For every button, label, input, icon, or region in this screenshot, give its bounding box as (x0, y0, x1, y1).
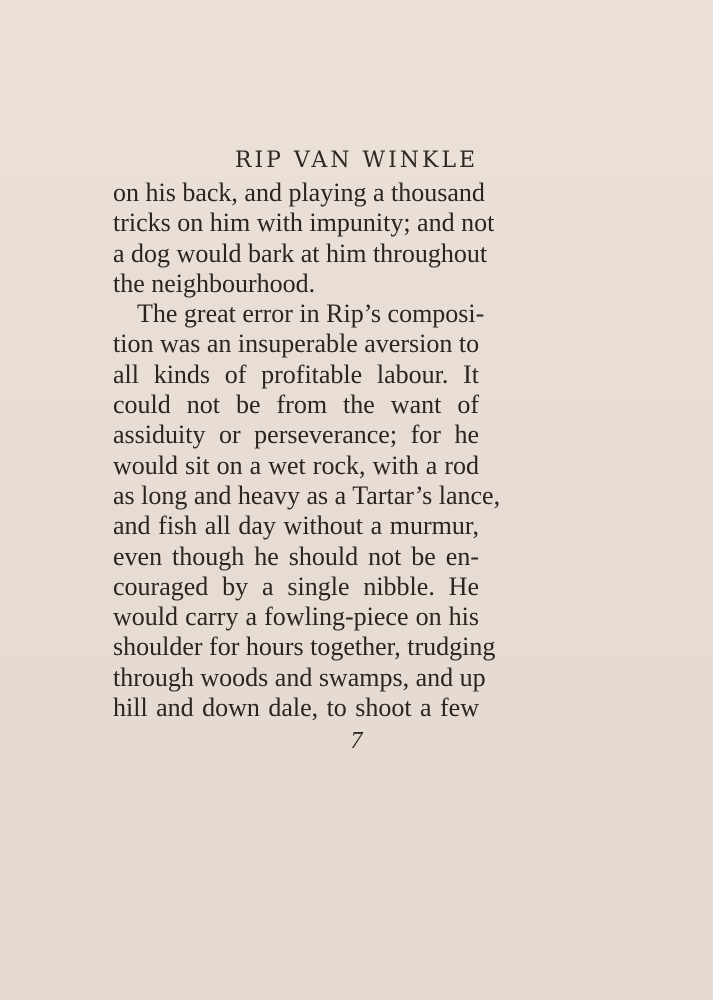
text-line: would carry a fowling-piece on his (113, 602, 479, 632)
text-line: as long and heavy as a Tartar’s lance, (113, 480, 501, 510)
page-number: 7 (350, 728, 363, 754)
text-line: the neighbourhood. (113, 268, 316, 298)
text-line: even though he should not be en- (113, 541, 479, 571)
text-line: could not be from the want of (113, 390, 479, 420)
text-line: couraged by a single nibble. He (113, 571, 479, 601)
text-line: through woods and swamps, and up (113, 662, 486, 692)
text-line: The great error in Rip’s composi- (137, 299, 485, 329)
text-line: shoulder for hours together, trudging (113, 632, 496, 662)
text-line: would sit on a wet rock, with a rod (113, 450, 479, 480)
text-line: tricks on him with impunity; and not (113, 208, 495, 238)
running-head: RIP VAN WINKLE (234, 148, 479, 173)
text-line: on his back, and playing a thousand (113, 178, 485, 207)
text-line: tion was an insuperable aversion to (113, 329, 480, 359)
text-line: assiduity or perseverance; for he (113, 420, 479, 450)
text-line: a dog would bark at him throughout (113, 238, 488, 268)
text-line: hill and down dale, to shoot a few (113, 693, 479, 723)
text-line: all kinds of profitable labour. It (113, 359, 479, 389)
text-line: and fish all day without a murmur, (113, 511, 479, 541)
body-text (113, 178, 501, 723)
